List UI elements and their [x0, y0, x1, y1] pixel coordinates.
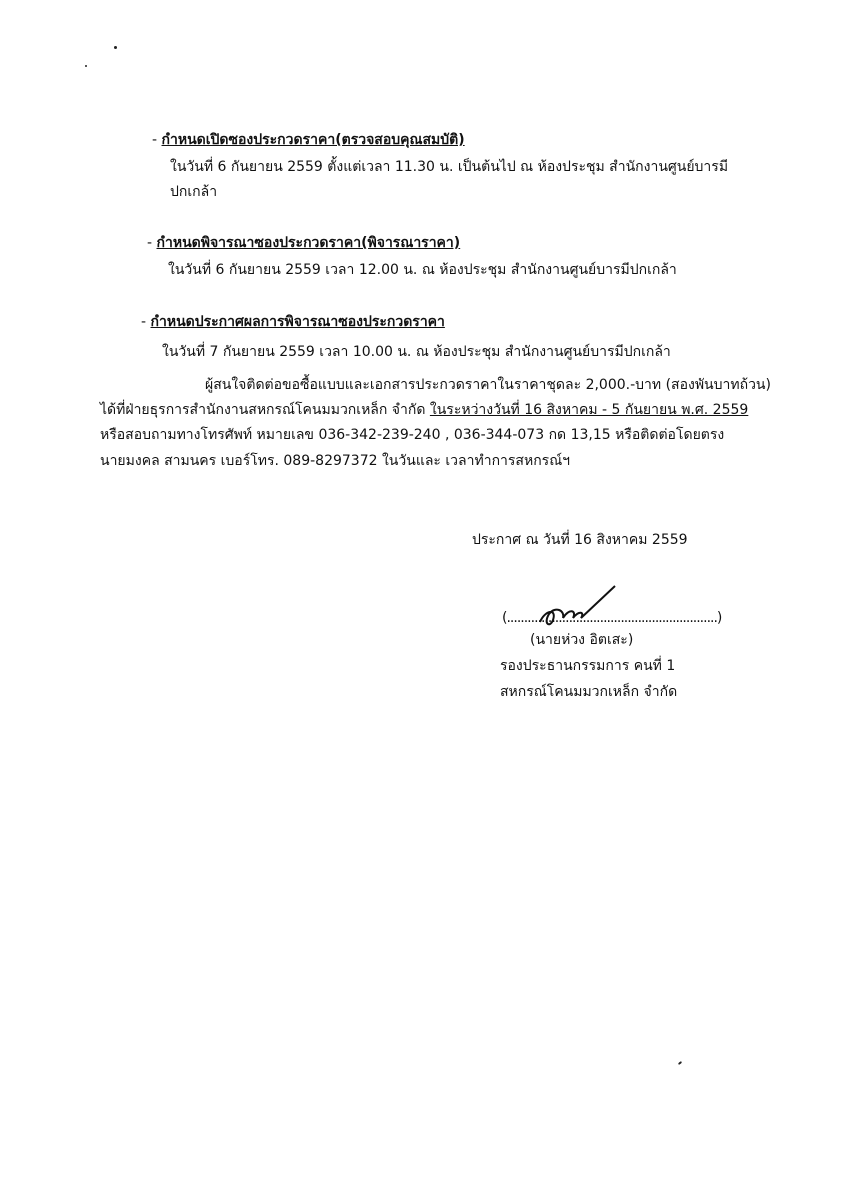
- section-heading-2: - กำหนดพิจารณาซองประกวดราคา(พิจารณาราคา): [147, 235, 461, 251]
- signature-line: (.............................................................): [502, 610, 722, 626]
- scan-speck: [85, 65, 87, 67]
- signer-organization: สหกรณ์โคนมมวกเหล็ก จำกัด: [500, 684, 678, 700]
- section-text: ในวันที่ 7 กันยายน 2559 เวลา 10.00 น. ณ ห้องประชุม สำนักงานศูนย์บารมีปกเกล้า: [162, 344, 671, 360]
- section-text: ในวันที่ 6 กันยายน 2559 ตั้งแต่เวลา 11.30 น. เป็นต้นไป ณ ห้องประชุม สำนักงานศูนย์บารมี: [170, 159, 729, 175]
- paragraph-line: ได้ที่ฝ่ายธุรการสำนักงานสหกรณ์โคนมมวกเหล็ก จำกัด ในระหว่างวันที่ 16 สิงหาคม - 5 กันยายน พ.ศ. 2559: [100, 402, 749, 418]
- scan-speck: [114, 46, 117, 49]
- announce-date: ประกาศ ณ วันที่ 16 สิงหาคม 2559: [472, 532, 688, 548]
- scan-speck: [678, 1061, 682, 1065]
- signer-name: (นายห่วง อิตเสะ): [530, 632, 634, 648]
- paragraph-line: ผู้สนใจติดต่อขอซื้อแบบและเอกสารประกวดราคาในราคาชุดละ 2,000.-บาท (สองพันบาทถ้วน): [205, 377, 771, 393]
- section-text: ปกเกล้า: [170, 184, 218, 200]
- paragraph-line: นายมงคล สามนคร เบอร์โทร. 089-8297372 ในวันและ เวลาทำการสหกรณ์ฯ: [100, 453, 571, 469]
- signer-position: รองประธานกรรมการ คนที่ 1: [500, 658, 676, 674]
- section-heading-3: - กำหนดประกาศผลการพิจารณาซองประกวดราคา: [141, 314, 445, 330]
- section-text: ในวันที่ 6 กันยายน 2559 เวลา 12.00 น. ณ ห้องประชุม สำนักงานศูนย์บารมีปกเกล้า: [168, 262, 677, 278]
- paragraph-line: หรือสอบถามทางโทรศัพท์ หมายเลข 036-342-239-240 , 036-344-073 กด 13,15 หรือติดต่อโดยตรง: [100, 427, 725, 443]
- section-heading-1: - กำหนดเปิดซองประกวดราคา(ตรวจสอบคุณสมบัติ): [152, 132, 465, 148]
